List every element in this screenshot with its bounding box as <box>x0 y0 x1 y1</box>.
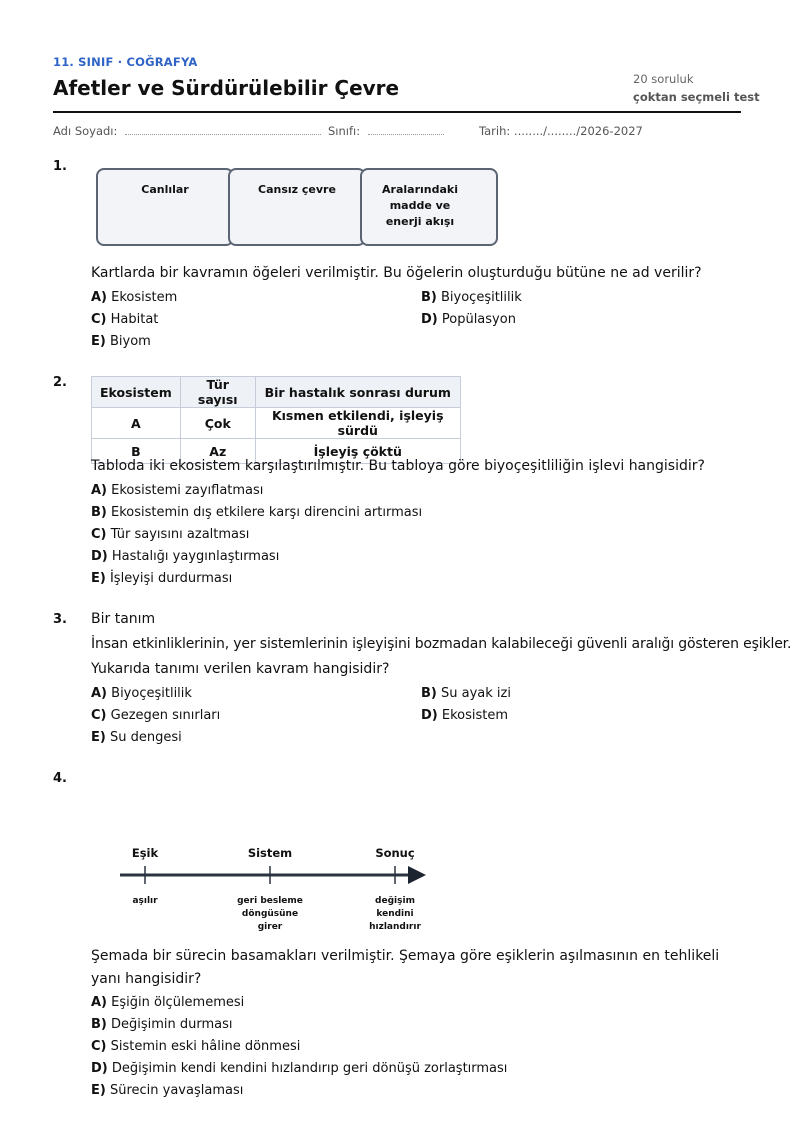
option-text: Tür sayısını azaltması <box>110 527 250 542</box>
option-text: Sürecin yavaşlaması <box>109 1083 244 1098</box>
timeline-arrow <box>118 862 430 888</box>
option-text: Ekosistemin dış etkilere karşı direncini artırması <box>111 505 423 520</box>
option-b[interactable] <box>421 290 522 305</box>
table-header: Ekosistem <box>92 377 181 408</box>
option-a[interactable] <box>91 290 177 305</box>
option-text: Değişimin kendi kendini hızlandırıp geri dönüşü zorlaştırması <box>111 1061 508 1076</box>
option-d[interactable] <box>91 1061 507 1076</box>
concept-card <box>228 168 366 246</box>
option-letter: C) <box>91 527 107 542</box>
option-text: Ekosistem <box>111 290 178 305</box>
class-label: Sınıfı: <box>328 124 361 138</box>
timeline-label: Sonuç <box>375 846 415 860</box>
date-field: Tarih: ......../......../2026-2027 <box>479 124 643 138</box>
option-letter: B) <box>91 1017 107 1032</box>
option-e[interactable] <box>91 571 232 586</box>
option-e[interactable] <box>91 1083 243 1098</box>
option-c[interactable] <box>91 312 158 327</box>
option-text: Ekosistemi zayıflatması <box>111 483 264 498</box>
timeline-label: Eşik <box>131 846 159 860</box>
option-letter: D) <box>91 1061 108 1076</box>
option-text: Biyoçeşitlilik <box>441 290 522 305</box>
option-c[interactable] <box>91 708 220 723</box>
subject-label: 11. SINIF · COĞRAFYA <box>53 55 198 69</box>
card-label: Cansız çevre <box>258 183 336 196</box>
arrow-head-icon <box>408 866 426 884</box>
option-letter: B) <box>421 290 437 305</box>
table-header: Tür sayısı <box>180 377 255 408</box>
class-blank <box>368 124 444 135</box>
option-text: Ekosistem <box>441 708 509 723</box>
question-number: 1. <box>53 159 67 174</box>
name-field <box>53 124 321 138</box>
option-text: Biyoçeşitlilik <box>111 686 192 701</box>
option-letter: B) <box>421 686 437 701</box>
option-text: Su ayak izi <box>441 686 511 701</box>
ecosystem-table <box>91 376 461 464</box>
option-letter: E) <box>91 1083 106 1098</box>
option-c[interactable] <box>91 1039 300 1054</box>
option-text: Değişimin durması <box>111 1017 233 1032</box>
table-row <box>92 408 461 439</box>
option-letter: A) <box>91 290 108 305</box>
option-letter: D) <box>421 708 438 723</box>
name-blank <box>125 124 321 135</box>
option-e[interactable] <box>91 334 151 349</box>
option-b[interactable] <box>91 1017 233 1032</box>
question-number: 2. <box>53 375 67 390</box>
table-cell: Az <box>180 439 255 464</box>
option-d[interactable] <box>421 708 508 723</box>
concept-card <box>96 168 234 246</box>
option-a[interactable] <box>91 483 263 498</box>
question-text: Yukarıda tanımı verilen kavram hangisidir? <box>91 661 390 677</box>
option-a[interactable] <box>91 686 192 701</box>
timeline-sub: geri besleme döngüsüne girer <box>237 896 303 932</box>
table-header: Bir hastalık sonrası durum <box>255 377 460 408</box>
option-letter: A) <box>91 686 108 701</box>
option-text: Su dengesi <box>109 730 182 745</box>
option-d[interactable] <box>91 549 279 564</box>
table-cell: B <box>92 439 181 464</box>
option-letter: E) <box>91 334 106 349</box>
timeline-sub: değişim kendini hızlandırır <box>369 896 421 932</box>
option-text: Biyom <box>109 334 151 349</box>
card-crop-mask <box>499 160 511 250</box>
table-header-row <box>92 377 461 408</box>
name-label: Adı Soyadı: <box>53 124 118 138</box>
page-title: Afetler ve Sürdürülebilir Çevre <box>53 76 400 100</box>
option-letter: E) <box>91 730 106 745</box>
table-cell: İşleyiş çöktü <box>255 439 460 464</box>
timeline-label: Sistem <box>247 846 293 860</box>
question-text: Tabloda iki ekosistem karşılaştırılmıştır. Bu tabloya göre biyoçeşitliliğin işlevi hangisidir? <box>91 458 705 474</box>
test-type: çoktan seçmeli test <box>633 90 760 104</box>
option-text: Hastalığı yaygınlaştırması <box>111 549 280 564</box>
question-count: 20 soruluk <box>633 72 694 86</box>
timeline-sub: aşılır <box>132 896 158 906</box>
option-c[interactable] <box>91 527 249 542</box>
option-letter: A) <box>91 995 108 1010</box>
option-letter: C) <box>91 1039 107 1054</box>
option-text: Eşiğin ölçülememesi <box>111 995 245 1010</box>
card-label: Canlılar <box>141 183 189 196</box>
option-letter: A) <box>91 483 108 498</box>
option-letter: C) <box>91 312 107 327</box>
table-cell: Çok <box>180 408 255 439</box>
option-letter: C) <box>91 708 107 723</box>
definition-intro: Bir tanım <box>91 611 156 627</box>
table-cell: Kısmen etkilendi, işleyiş sürdü <box>255 408 460 439</box>
option-text: Habitat <box>110 312 159 327</box>
card-label: Aralarındaki madde ve enerji akışı <box>382 183 458 228</box>
option-letter: E) <box>91 571 106 586</box>
option-letter: D) <box>421 312 438 327</box>
header-divider <box>53 111 741 113</box>
question-text: Şemada bir sürecin basamakları verilmiştir. Şemaya göre eşiklerin aşılmasının en tehlikeli yanı hangisidir? <box>91 948 720 987</box>
table-cell: A <box>92 408 181 439</box>
question-number: 4. <box>53 771 67 786</box>
option-b[interactable] <box>91 505 422 520</box>
concept-card <box>360 168 498 246</box>
option-text: İşleyişi durdurması <box>109 571 233 586</box>
question-text: Kartlarda bir kavramın öğeleri verilmiştir. Bu öğelerin oluşturduğu bütüne ne ad verilir? <box>91 265 702 281</box>
option-e[interactable] <box>91 730 182 745</box>
question-number: 3. <box>53 612 67 627</box>
class-field <box>328 124 444 138</box>
option-d[interactable] <box>421 312 516 327</box>
option-text: Popülasyon <box>441 312 516 327</box>
definition-text: İnsan etkinliklerinin, yer sistemlerinin işleyişini bozmadan kalabileceği güvenli aralığı gösteren eşikler. <box>91 636 792 652</box>
option-letter: B) <box>91 505 107 520</box>
option-letter: D) <box>91 549 108 564</box>
option-a[interactable] <box>91 995 244 1010</box>
option-b[interactable] <box>421 686 511 701</box>
option-text: Sistemin eski hâline dönmesi <box>110 1039 301 1054</box>
option-text: Gezegen sınırları <box>110 708 221 723</box>
